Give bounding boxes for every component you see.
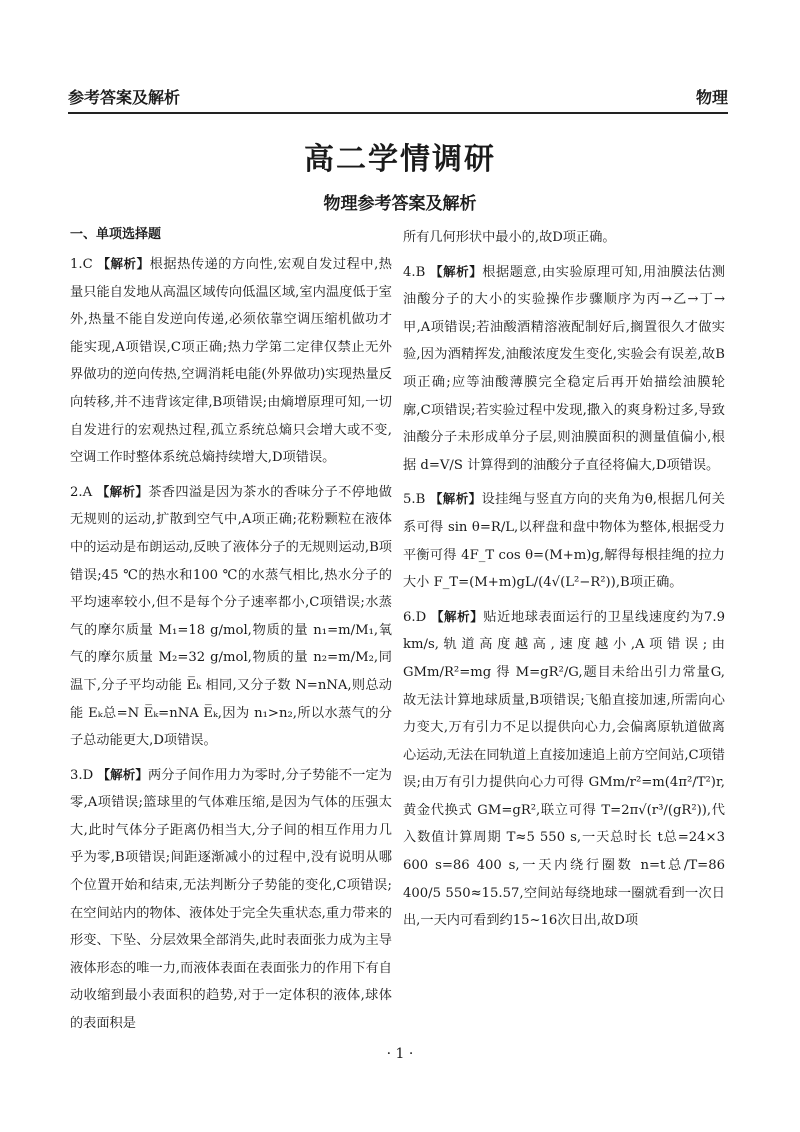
answer-text: 贴近地球表面运行的卫星线速度约为7.9 km/s,轨道高度越高,速度越小,A项错误;由 GMm/R²=mg 得 M=gR²/G,题目未给出引力常量G,故无法计算地球质量,B项错误;飞船直接加速,所需向心力变大,万有引力不足以提供向心力,会偏离原轨道做离心运动,无法在同轨道上直接加速追上前方空间站,C项错误;由万有引力提供向心力可得 GMm/r²=m(4π²/T²)r,黄金代换式 GM=gR²,联立可得 T=2π√(r³/(gR²)),代入数值计算周期 T≈5 550 s,一天总时长 t总=24×3 600 s=86 400 s,一天内绕行圈数 n=t总/T=86 400/5 550≈15.57,空间站每绕地球一圈就看到一次日出,一天内可看到约15~16次日出,故D项 [403,609,725,929]
analysis-tag: 【解析】 [429,491,482,507]
answer-text: 两分子间作用力为零时,分子势能不一定为零,A项错误;篮球里的气体难压缩,是因为气体的压强太大,此时气体分子距离仍相当大,分子间的相互作用力几乎为零,B项错误;间距逐渐减小的过程中,没有说明从哪个位置开始和结束,无法判断分子势能的变化,C项错误;在空间站内的物体、液体处于完全失重状态,重力带来的形变、下坠、分层效果全部消失,此时表面张力成为主导液体形态的唯一力,而液体表面在表面张力的作用下有自动收缩到最小表面积的趋势,对于一定体积的液体,球体的表面积是 [70,767,392,1032]
answer-number: 1.C [70,257,93,272]
answer-number: 6.D [403,609,427,625]
answer-item-2 [70,478,392,755]
answer-number: 5.B [403,492,426,508]
answer-item-6 [403,603,725,935]
answer-text: 设挂绳与竖直方向的夹角为θ,根据几何关系可得 sin θ=R/L,以秤盘和盘中物体为整体,根据受力平衡可得 4F_T cos θ=(M+m)g,解得每根挂绳的拉力大小 F_T=(M+m)gL/(4√(L²−R²)),B项正确。 [403,492,725,591]
right-column [403,224,725,941]
answer-item-5 [403,485,725,596]
answer-item-4 [403,258,725,480]
answer-number: 3.D [70,767,94,783]
answer-text: 根据热传递的方向性,宏观自发过程中,热量只能自发地从高温区域传向低温区域,室内温度低于室外,热量不能自发逆向传递,必须依靠空调压缩机做功才能实现,A项错误,C项正确;热力学第二定律仅禁止无外界做功的逆向传热,空调消耗电能(外界做功)实现热量反向转移,并不违背该定律,B项错误;由熵增原理可知,一切自发进行的宏观热过程,孤立系统总熵只会增大或不变,空调工作时整体系统总熵持续增大,D项错误。 [70,257,392,466]
header-subject: 物理 [695,87,728,107]
analysis-tag: 【解析】 [97,256,150,271]
answer-text: 茶香四溢是因为茶水的香味分子不停地做无规则的运动,扩散到空气中,A项正确;花粉颗粒在液体中的运动是布朗运动,反映了液体分子的无规则运动,B项错误;45 ℃的热水和100 ℃的水蒸气相比,热水分子的平均速率较小,但不是每个分子速率都小,C项错误;水蒸气的摩尔质量 M₁=18 g/mol,物质的量 n₁=m/M₁,氧气的摩尔质量 M₂=32 g/mol,物质的量 n₂=m/M₂,同温下,分子平均动能 E̅ₖ 相同,又分子数 N=nNA,则总动能 Eₖ总=N E̅ₖ=nNA E̅ₖ,因为 n₁>n₂,所以水蒸气的分子总动能更大,D项错误。 [70,484,392,749]
analysis-tag: 【解析】 [97,766,149,782]
page-title: 高二学情调研 [304,142,496,177]
header-divider [68,112,728,114]
analysis-tag: 【解析】 [96,483,149,499]
page-subtitle: 物理参考答案及解析 [323,194,477,214]
answer-number: 4.B [403,264,426,280]
section-heading: 一、单项选择题 [70,227,162,242]
page-number: · 1 · [386,1046,414,1062]
analysis-tag: 【解析】 [430,263,483,279]
answer-item-3 [70,761,392,1038]
header-left-label: 参考答案及解析 [68,87,181,107]
answer-text: 根据题意,由实验原理可知,用油膜法估测油酸分子的大小的实验操作步骤顺序为丙→乙→丁→甲,A项错误;若油酸酒精溶液配制好后,搁置很久才做实验,因为酒精挥发,油酸浓度发生变化,实验会有误差,故B项正确;应等油酸薄膜完全稳定后再开始描绘油膜轮廓,C项错误;若实验过程中发现,撒入的爽身粉过多,导致油酸分子未形成单分子层,则油膜面积的测量值偏小,根据 d=V/S 计算得到的油酸分子直径将偏大,D项错误。 [403,264,725,473]
continued-text: 所有几何形状中最小的,故D项正确。 [403,230,616,245]
answer-number: 2.A [70,484,93,500]
answer-item-1 [70,250,392,472]
analysis-tag: 【解析】 [430,608,484,624]
left-column [70,224,392,1044]
page-header [68,84,728,108]
